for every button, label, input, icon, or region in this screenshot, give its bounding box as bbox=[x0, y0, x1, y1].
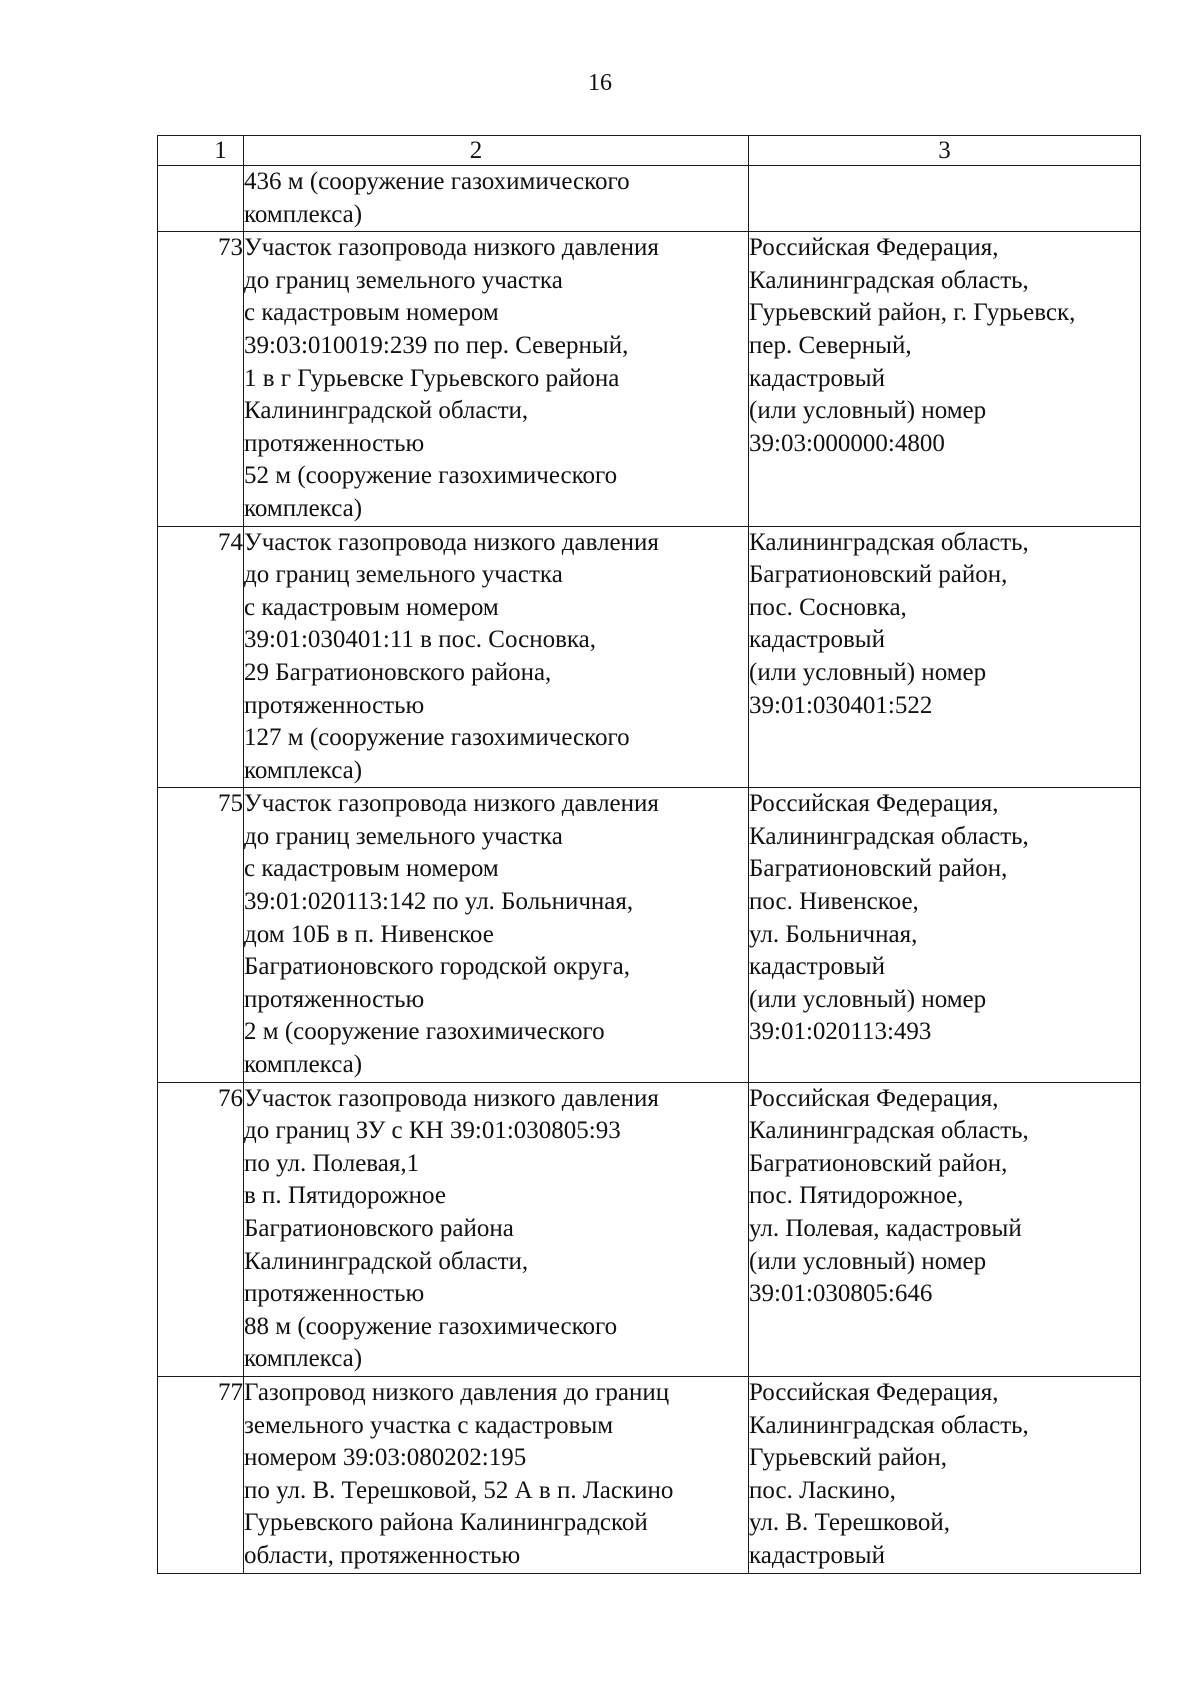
row-number bbox=[158, 166, 244, 232]
description-line: протяженностью bbox=[244, 985, 425, 1013]
description-line: 39:01:020113:142 по ул. Больничная, bbox=[244, 888, 634, 916]
description-line: Участок газопровода низкого давления bbox=[244, 790, 659, 818]
object-address bbox=[749, 232, 1141, 526]
description-line: области, протяженностью bbox=[244, 1541, 521, 1569]
description-line: комплекса) bbox=[244, 756, 363, 784]
object-description bbox=[244, 1376, 749, 1573]
row-number: 77 bbox=[158, 1376, 244, 1573]
description-line: комплекса) bbox=[244, 494, 363, 522]
row-number: 76 bbox=[158, 1082, 244, 1376]
object-address bbox=[749, 526, 1141, 788]
address-line: Багратионовский район, bbox=[749, 1149, 1008, 1177]
table-row bbox=[158, 788, 1141, 1082]
address-line: (или условный) номер bbox=[749, 658, 987, 686]
description-line: Калининградской области, bbox=[244, 397, 529, 425]
address-line: пос. Нивенское, bbox=[749, 888, 919, 916]
table-header-row bbox=[158, 136, 1141, 166]
description-line: 88 м (сооружение газохимического bbox=[244, 1312, 618, 1340]
table-row bbox=[158, 166, 1141, 232]
object-description bbox=[244, 1082, 749, 1376]
table-row bbox=[158, 1376, 1141, 1573]
description-line: 1 в г Гурьевске Гурьевского района bbox=[244, 364, 620, 392]
address-line: Калининградская область, bbox=[749, 528, 1029, 556]
object-description bbox=[244, 788, 749, 1082]
object-description bbox=[244, 232, 749, 526]
description-line: Калининградской области, bbox=[244, 1247, 529, 1275]
table-row bbox=[158, 232, 1141, 526]
column-header: 1 bbox=[158, 136, 244, 166]
address-line: Российская Федерация, bbox=[749, 234, 999, 262]
address-line: (или условный) номер bbox=[749, 397, 987, 425]
address-line: пос. Пятидорожное, bbox=[749, 1182, 964, 1210]
object-address bbox=[749, 166, 1141, 232]
description-line: до границ ЗУ с КН 39:01:030805:93 bbox=[244, 1117, 621, 1145]
description-line: в п. Пятидорожное bbox=[244, 1182, 446, 1210]
address-line: (или условный) номер bbox=[749, 1247, 987, 1275]
description-line: дом 10Б в п. Нивенское bbox=[244, 920, 494, 948]
description-line: по ул. В. Терешковой, 52 А в п. Ласкино bbox=[244, 1476, 674, 1504]
description-line: 29 Багратионовского района, bbox=[244, 658, 552, 686]
address-line: кадастровый bbox=[749, 953, 885, 981]
row-number: 74 bbox=[158, 526, 244, 788]
address-line: Гурьевский район, bbox=[749, 1444, 948, 1472]
description-line: Участок газопровода низкого давления bbox=[244, 234, 659, 262]
object-address bbox=[749, 788, 1141, 1082]
table-row bbox=[158, 1082, 1141, 1376]
description-line: протяженностью bbox=[244, 1280, 425, 1308]
address-line: Российская Федерация, bbox=[749, 790, 999, 818]
address-line: Калининградская область, bbox=[749, 1411, 1029, 1439]
column-header: 2 bbox=[244, 136, 749, 166]
description-line: Гурьевского района Калининградской bbox=[244, 1509, 648, 1537]
description-line: с кадастровым номером bbox=[244, 299, 499, 327]
address-line: кадастровый bbox=[749, 626, 885, 654]
description-line: Багратионовского района bbox=[244, 1215, 514, 1242]
address-line: Российская Федерация, bbox=[749, 1378, 999, 1406]
description-line: 127 м (сооружение газохимического bbox=[244, 724, 630, 752]
address-line: 39:01:030401:522 bbox=[749, 691, 933, 719]
description-line: с кадастровым номером bbox=[244, 593, 499, 621]
address-line: Багратионовский район, bbox=[749, 855, 1008, 883]
address-line: ул. Полевая, кадастровый bbox=[749, 1215, 1022, 1242]
table-row bbox=[158, 526, 1141, 788]
address-line: 39:01:030805:646 bbox=[749, 1280, 933, 1308]
description-line: Участок газопровода низкого давления bbox=[244, 1084, 659, 1112]
description-line: комплекса) bbox=[244, 1345, 363, 1373]
description-line: протяженностью bbox=[244, 691, 425, 719]
address-line: кадастровый bbox=[749, 364, 885, 392]
address-line: Калининградская область, bbox=[749, 822, 1029, 850]
description-line: 436 м (сооружение газохимического bbox=[244, 168, 630, 195]
description-line: 52 м (сооружение газохимического bbox=[244, 462, 618, 490]
description-line: 39:03:010019:239 по пер. Северный, bbox=[244, 331, 629, 359]
description-line: Газопровод низкого давления до границ bbox=[244, 1378, 670, 1406]
address-line: ул. Больничная, bbox=[749, 920, 918, 948]
address-line: кадастровый bbox=[749, 1541, 885, 1569]
description-line: до границ земельного участка bbox=[244, 822, 563, 850]
description-line: комплекса) bbox=[244, 200, 363, 228]
description-line: Багратионовского городской округа, bbox=[244, 953, 630, 981]
address-line: 39:03:000000:4800 bbox=[749, 429, 945, 457]
address-line: Калининградская область, bbox=[749, 266, 1029, 294]
object-address bbox=[749, 1082, 1141, 1376]
page-number: 16 bbox=[588, 70, 612, 96]
description-line: до границ земельного участка bbox=[244, 266, 563, 294]
column-header: 3 bbox=[749, 136, 1141, 166]
object-address bbox=[749, 1376, 1141, 1573]
address-line: ул. В. Терешковой, bbox=[749, 1509, 950, 1537]
address-line: пос. Ласкино, bbox=[749, 1476, 896, 1504]
row-number: 75 bbox=[158, 788, 244, 1082]
address-line: Российская Федерация, bbox=[749, 1084, 999, 1112]
address-line: пер. Северный, bbox=[749, 331, 912, 359]
description-line: Участок газопровода низкого давления bbox=[244, 528, 659, 556]
address-line: (или условный) номер bbox=[749, 985, 987, 1013]
table-body bbox=[158, 166, 1141, 1574]
registry-table bbox=[157, 135, 1141, 1574]
description-line: протяженностью bbox=[244, 429, 425, 457]
description-line: номером 39:03:080202:195 bbox=[244, 1444, 527, 1472]
description-line: по ул. Полевая,1 bbox=[244, 1149, 420, 1177]
address-line: пос. Сосновка, bbox=[749, 593, 907, 621]
description-line: 39:01:030401:11 в пос. Сосновка, bbox=[244, 626, 597, 654]
address-line: Багратионовский район, bbox=[749, 561, 1008, 589]
description-line: до границ земельного участка bbox=[244, 561, 563, 589]
description-line: комплекса) bbox=[244, 1051, 363, 1079]
description-line: с кадастровым номером bbox=[244, 855, 499, 883]
description-line: земельного участка с кадастровым bbox=[244, 1411, 614, 1439]
object-description bbox=[244, 166, 749, 232]
address-line: Калининградская область, bbox=[749, 1117, 1029, 1145]
description-line: 2 м (сооружение газохимического bbox=[244, 1018, 605, 1046]
address-line: Гурьевский район, г. Гурьевск, bbox=[749, 299, 1076, 327]
row-number: 73 bbox=[158, 232, 244, 526]
object-description bbox=[244, 526, 749, 788]
address-line: 39:01:020113:493 bbox=[749, 1018, 932, 1046]
